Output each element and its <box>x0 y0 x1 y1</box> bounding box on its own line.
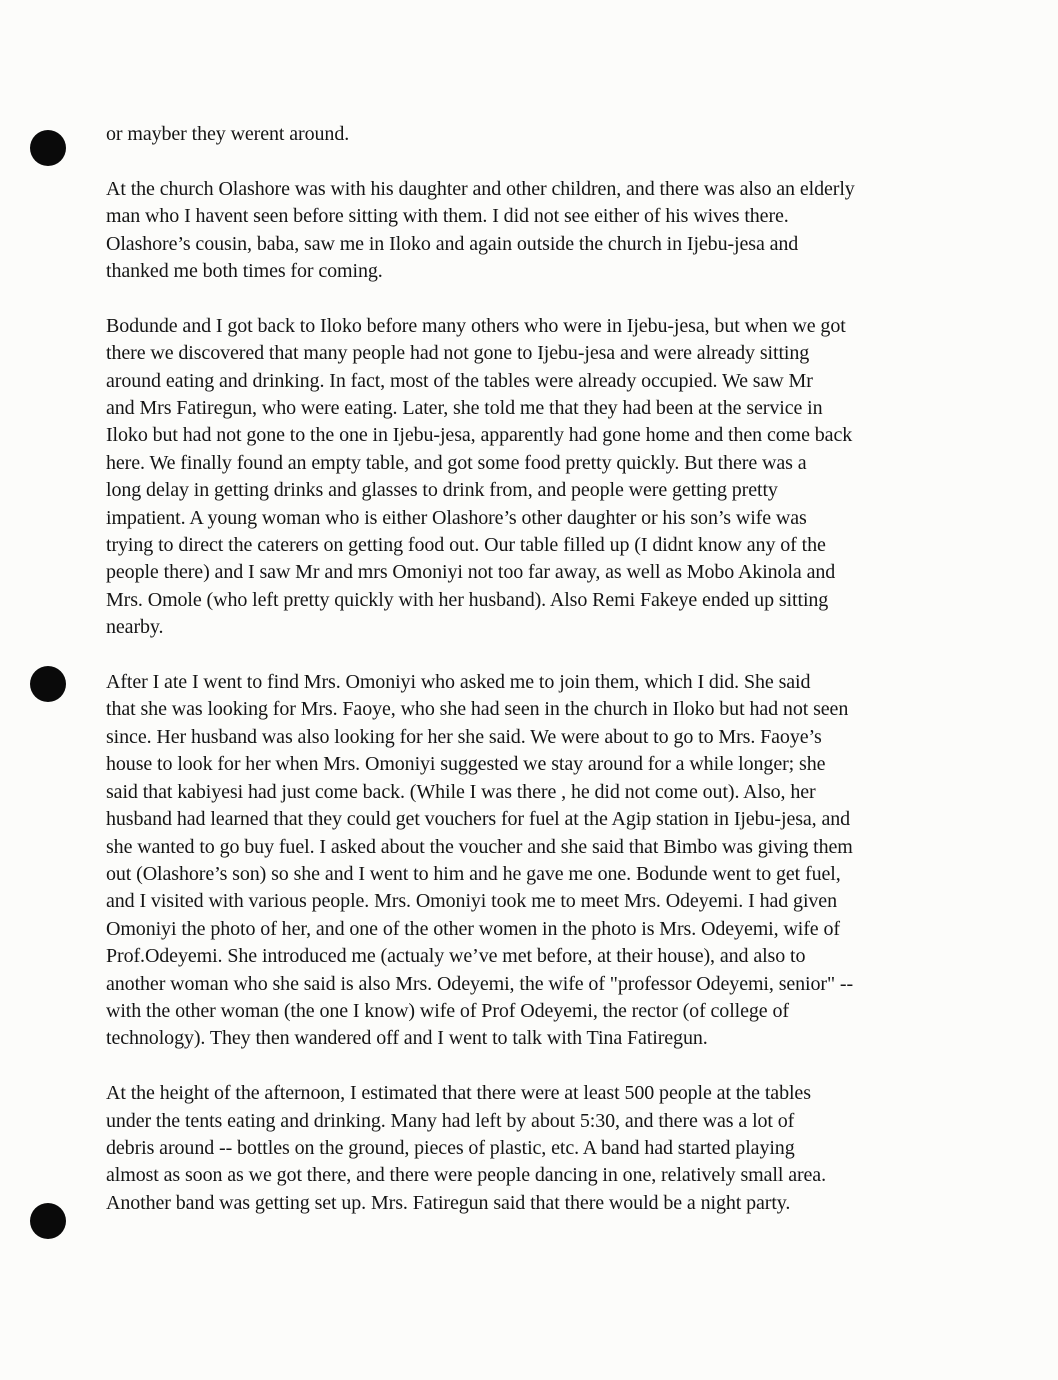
punch-hole-top <box>30 130 66 166</box>
text-line: technology). They then wandered off and I went to talk with Tina Fatiregun. <box>106 1027 708 1050</box>
text-line: with the other woman (the one I know) wife of Prof Odeyemi, the rector (of college of <box>106 999 789 1022</box>
text-line: husband had learned that they could get vouchers for fuel at the Agip station in Ijebu-jesa, and <box>106 808 851 831</box>
text-line: long delay in getting drinks and glasses to drink from, and people were getting pretty <box>106 479 778 502</box>
text-line: Another band was getting set up. Mrs. Fatiregun said that there would be a night party. <box>106 1191 791 1214</box>
text-line: thanked me both times for coming. <box>106 260 383 283</box>
text-line: Omoniyi the photo of her, and one of the other women in the photo is Mrs. Odeyemi, wife of <box>106 917 840 940</box>
text-line: debris around -- bottles on the ground, pieces of plastic, etc. A band had started playing <box>106 1136 795 1159</box>
text-line: man who I havent seen before sitting with them. I did not see either of his wives there. <box>106 205 789 228</box>
text-line: she wanted to go buy fuel. I asked about the voucher and she said that Bimbo was giving them <box>106 835 853 858</box>
text-line: Iloko but had not gone to the one in Ijebu-jesa, apparently had gone home and then come back <box>106 424 853 447</box>
text-line: Olashore’s cousin, baba, saw me in Iloko and again outside the church in Ijebu-jesa and <box>106 232 799 255</box>
text-line: Bodunde and I got back to Iloko before many others who were in Ijebu-jesa, but when we got <box>106 314 846 337</box>
text-line: people there) and I saw Mr and mrs Omoniyi not too far away, as well as Mobo Akinola and <box>106 561 836 584</box>
text-line: or mayber they werent around. <box>106 123 350 145</box>
text-line: out (Olashore’s son) so she and I went to him and he gave me one. Bodunde went to get fuel, <box>106 862 841 885</box>
text-line: around eating and drinking. In fact, most of the tables were already occupied. We saw Mr <box>106 369 813 392</box>
text-line: Prof.Odeyemi. She introduced me (actualy we’ve met before, at their house), and also to <box>106 945 806 968</box>
document-body <box>106 121 936 1217</box>
text-line: said that kabiyesi had just come back. (While I was there , he did not come out). Also, her <box>106 780 816 803</box>
text-line: trying to direct the caterers on getting food out. Our table filled up (I didnt know any of the <box>106 534 826 557</box>
text-line: that she was looking for Mrs. Faoye, who she had seen in the church in Iloko but had not seen <box>106 698 849 721</box>
paragraph-gap <box>106 1053 936 1080</box>
paragraph <box>106 1080 936 1217</box>
text-line: After I ate I went to find Mrs. Omoniyi who asked me to join them, which I did. She said <box>106 671 811 694</box>
text-line: since. Her husband was also looking for her she said. We were about to go to Mrs. Faoye’s <box>106 725 822 748</box>
paragraph <box>106 669 936 1053</box>
text-line: impatient. A young woman who is either Olashore’s other daughter or his son’s wife was <box>106 506 807 529</box>
punch-hole-middle <box>30 666 66 702</box>
text-line: Mrs. Omole (who left pretty quickly with her husband). Also Remi Fakeye ended up sitting <box>106 588 829 611</box>
text-line: almost as soon as we got there, and there were people dancing in one, relatively small area. <box>106 1164 826 1187</box>
paragraph-gap <box>106 148 936 175</box>
text-line: nearby. <box>106 616 164 639</box>
text-line: house to look for her when Mrs. Omoniyi suggested we stay around for a while longer; she <box>106 753 826 776</box>
paragraph-gap <box>106 642 936 669</box>
paragraph-gap <box>106 285 936 312</box>
paragraph <box>106 313 936 642</box>
punch-hole-bottom <box>30 1203 66 1239</box>
text-line: At the height of the afternoon, I estimated that there were at least 500 people at the tables <box>106 1082 811 1105</box>
paragraph <box>106 176 936 286</box>
text-line: here. We finally found an empty table, and got some food pretty quickly. But there was a <box>106 451 807 474</box>
text-line: there we discovered that many people had not gone to Ijebu-jesa and were already sitting <box>106 342 810 365</box>
text-line: under the tents eating and drinking. Many had left by about 5:30, and there was a lot of <box>106 1109 795 1132</box>
paragraph <box>106 121 936 148</box>
text-line: and Mrs Fatiregun, who were eating. Later, she told me that they had been at the service in <box>106 397 823 420</box>
text-line: another woman who she said is also Mrs. Odeyemi, the wife of "professor Odeyemi, senior" -- <box>106 972 854 995</box>
text-line: At the church Olashore was with his daughter and other children, and there was also an elderly <box>106 177 855 200</box>
text-line: and I visited with various people. Mrs. Omoniyi took me to meet Mrs. Odeyemi. I had given <box>106 890 837 913</box>
